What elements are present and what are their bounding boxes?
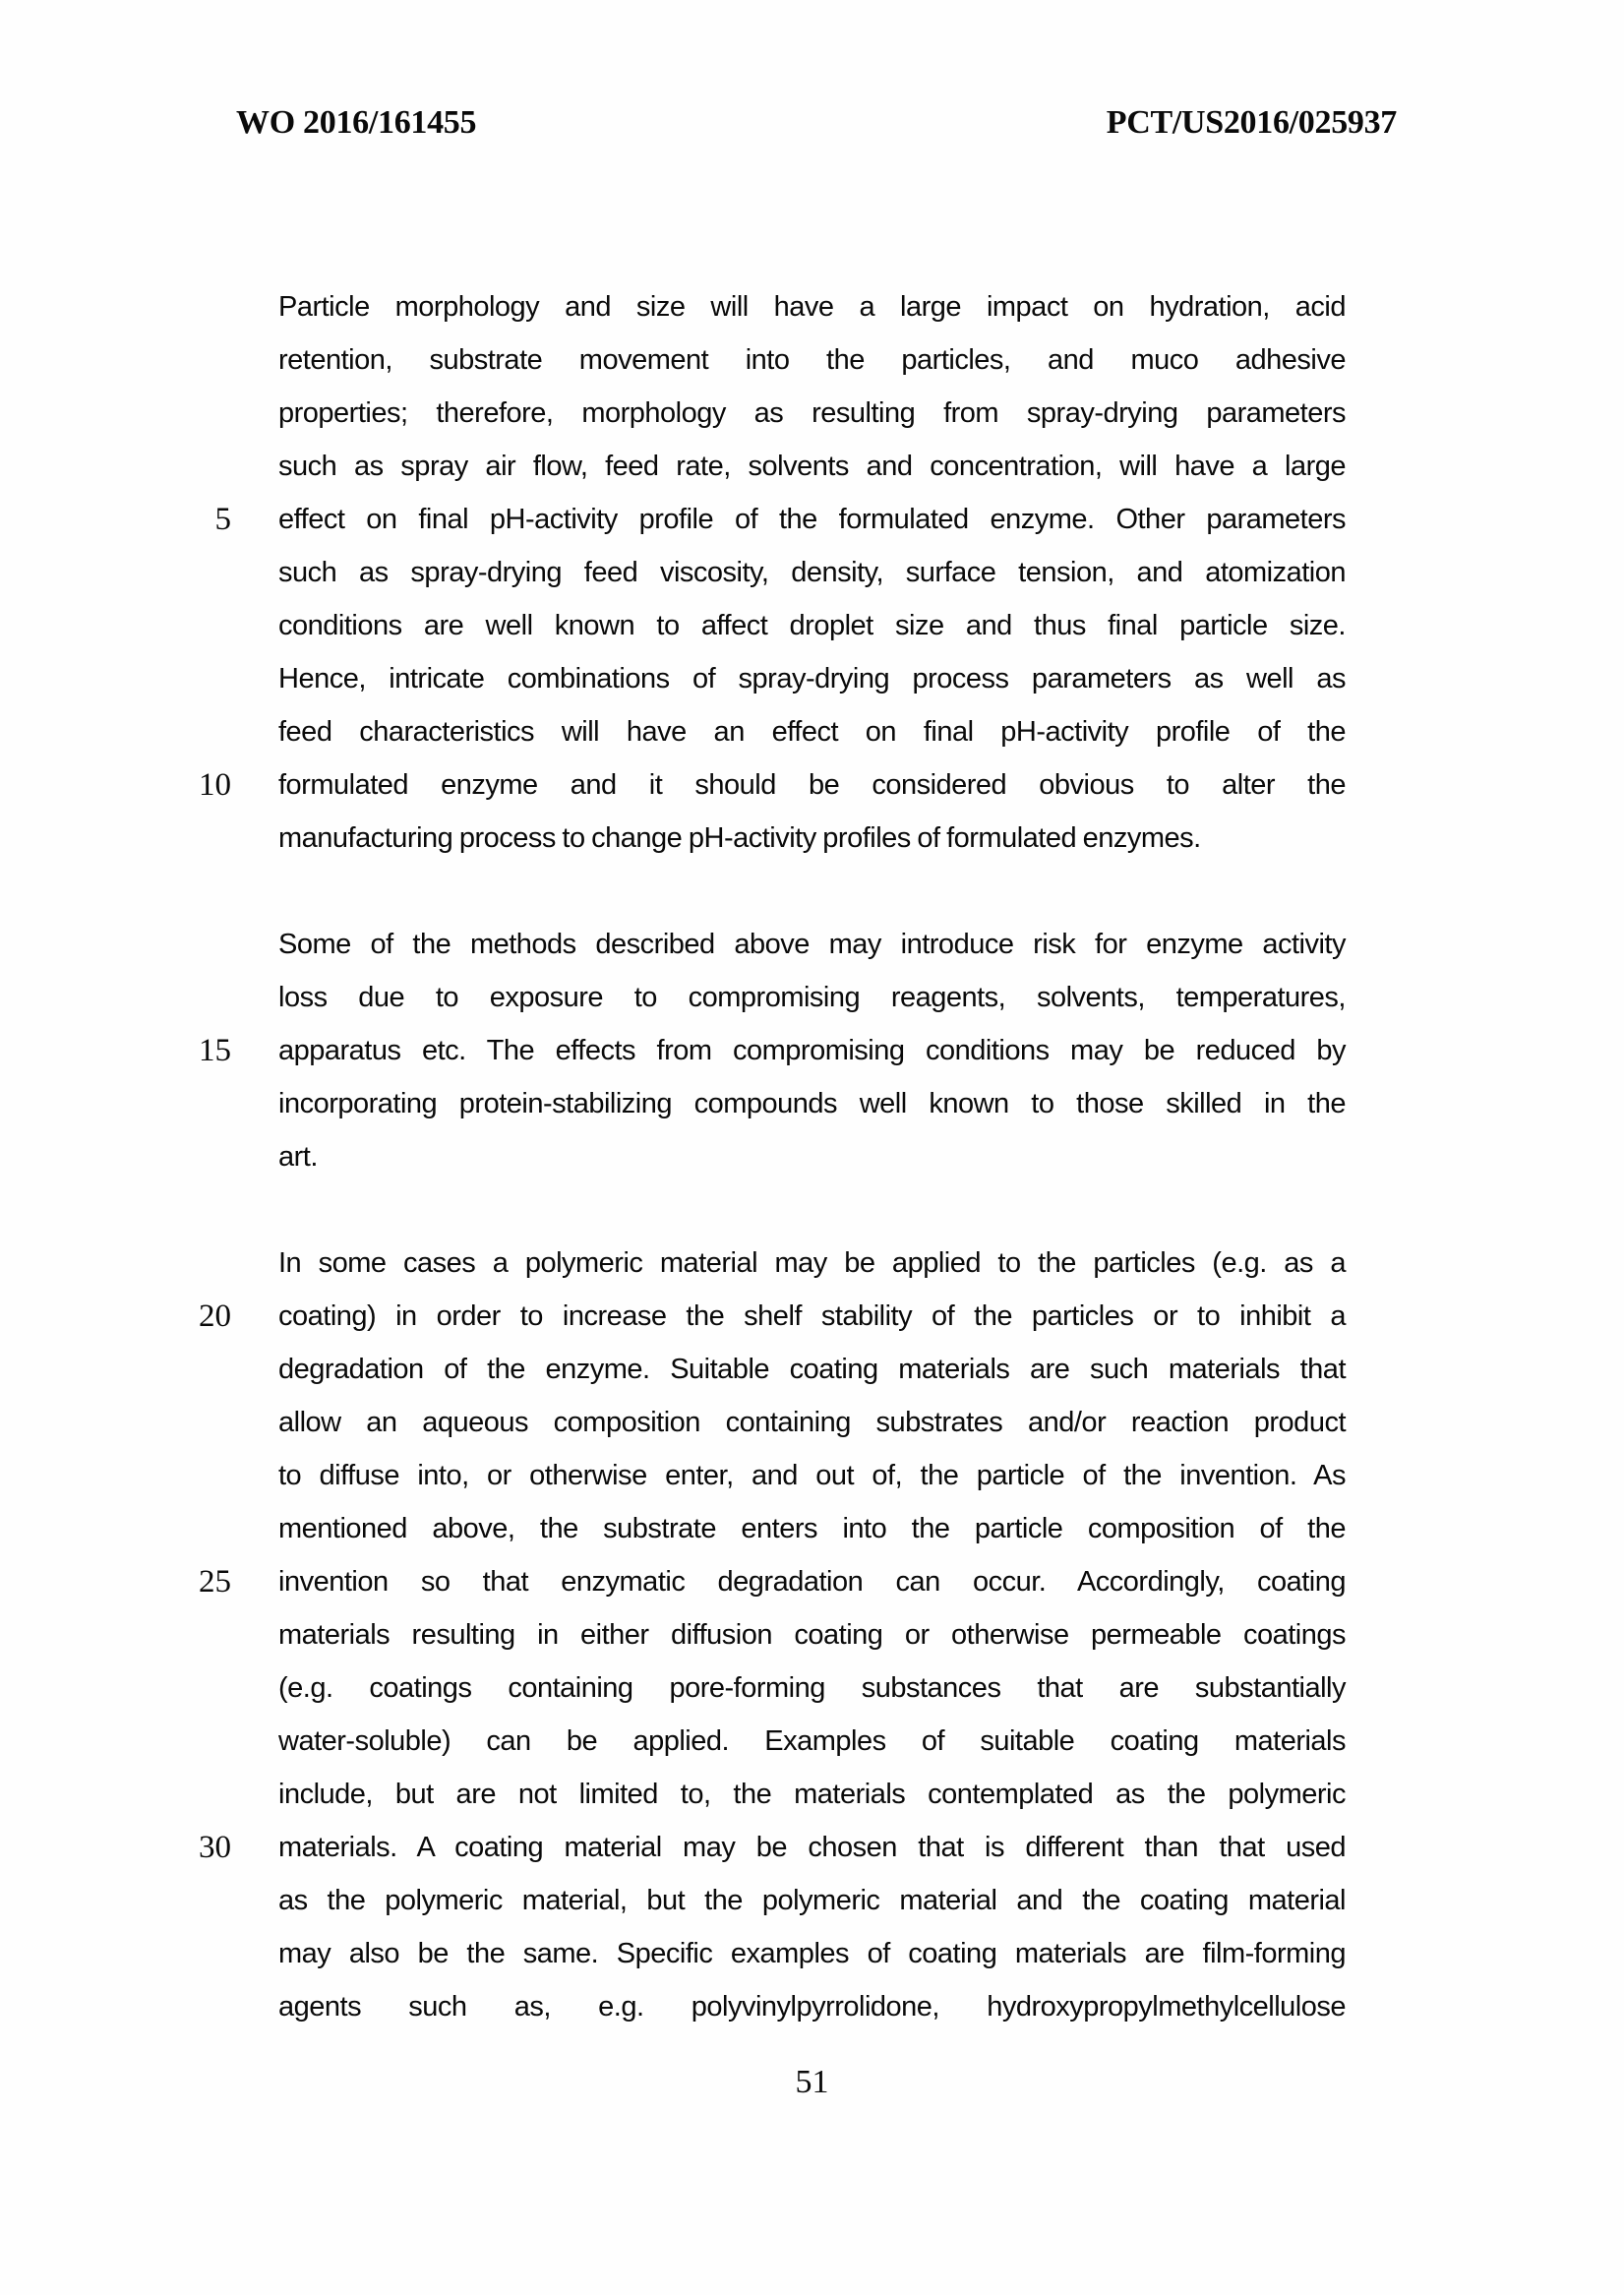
text-line: loss due to exposure to compromising reagents, solvents, temperatures, xyxy=(278,982,1346,1013)
text-line: degradation of the enzyme. Suitable coating materials are such materials that xyxy=(278,1354,1346,1385)
text-line: feed characteristics will have an effect on final pH-activity profile of the xyxy=(278,716,1346,748)
text-row xyxy=(199,1555,1346,1608)
text-line: (e.g. coatings containing pore-forming substances that are substantially xyxy=(278,1672,1346,1704)
text-row xyxy=(278,918,1346,971)
text-line: to diffuse into, or otherwise enter, and out of, the particle of the invention. As xyxy=(278,1460,1346,1491)
text-line: such as spray air flow, feed rate, solvents and concentration, will have a large xyxy=(278,451,1346,482)
text-line: properties; therefore, morphology as resulting from spray-drying parameters xyxy=(278,397,1346,429)
text-line: agents such as, e.g. polyvinylpyrrolidone, hydroxypropylmethylcellulose xyxy=(278,1991,1346,2023)
text-line: Some of the methods described above may introduce risk for enzyme activity xyxy=(278,929,1346,960)
line-number-15: 15 xyxy=(199,1033,231,1068)
text-line: conditions are well known to affect droplet size and thus final particle size. xyxy=(278,610,1346,641)
text-line: invention so that enzymatic degradation can occur. Accordingly, coating xyxy=(278,1566,1346,1598)
line-number-30: 30 xyxy=(199,1830,231,1865)
text-row xyxy=(199,1024,1346,1077)
text-row xyxy=(278,1980,1346,2033)
text-line: art. xyxy=(278,1141,318,1173)
text-line: coating) in order to increase the shelf stability of the particles or to inhibit a xyxy=(278,1300,1346,1332)
paragraph xyxy=(199,1237,1346,2033)
paragraph xyxy=(199,280,1346,865)
text-row xyxy=(278,812,1346,865)
text-line: incorporating protein-stabilizing compounds well known to those skilled in the xyxy=(278,1088,1346,1119)
text-row xyxy=(278,1502,1346,1555)
text-row xyxy=(278,546,1346,599)
text-row xyxy=(278,1237,1346,1290)
text-row xyxy=(278,705,1346,758)
text-line: Hence, intricate combinations of spray-drying process parameters as well as xyxy=(278,663,1346,695)
text-row xyxy=(278,1130,1346,1183)
text-line: such as spray-drying feed viscosity, density, surface tension, and atomization xyxy=(278,557,1346,588)
text-row xyxy=(278,1715,1346,1768)
text-line: manufacturing process to change pH-activity profiles of formulated enzymes. xyxy=(278,822,1201,854)
text-row xyxy=(278,1768,1346,1821)
text-row xyxy=(278,1661,1346,1715)
text-row xyxy=(278,652,1346,705)
header-publication-number: WO 2016/161455 xyxy=(236,104,477,141)
text-row xyxy=(278,1077,1346,1130)
text-line: as the polymeric material, but the polymeric material and the coating material xyxy=(278,1885,1346,1916)
text-row xyxy=(278,333,1346,387)
text-row xyxy=(278,440,1346,493)
text-line: may also be the same. Specific examples of coating materials are film-forming xyxy=(278,1938,1346,1969)
document-body xyxy=(199,280,1346,2033)
text-row xyxy=(278,1396,1346,1449)
text-line: Particle morphology and size will have a large impact on hydration, acid xyxy=(278,291,1346,323)
text-line: include, but are not limited to, the materials contemplated as the polymeric xyxy=(278,1779,1346,1810)
paragraph xyxy=(199,918,1346,1183)
text-line: formulated enzyme and it should be considered obvious to alter the xyxy=(278,769,1346,801)
text-row xyxy=(278,387,1346,440)
line-number-25: 25 xyxy=(199,1564,231,1600)
text-row xyxy=(278,1874,1346,1927)
text-line: allow an aqueous composition containing substrates and/or reaction product xyxy=(278,1407,1346,1438)
text-row xyxy=(278,1927,1346,1980)
text-row xyxy=(278,1449,1346,1502)
line-number-20: 20 xyxy=(199,1298,231,1334)
text-line: In some cases a polymeric material may be applied to the particles (e.g. as a xyxy=(278,1247,1346,1279)
text-line: materials. A coating material may be chosen that is different than that used xyxy=(278,1832,1346,1863)
text-line: mentioned above, the substrate enters into the particle composition of the xyxy=(278,1513,1346,1544)
text-line: water-soluble) can be applied. Examples of suitable coating materials xyxy=(278,1725,1346,1757)
text-row xyxy=(214,493,1346,546)
text-row xyxy=(278,280,1346,333)
text-line: materials resulting in either diffusion coating or otherwise permeable coatings xyxy=(278,1619,1346,1651)
text-row xyxy=(278,971,1346,1024)
page-number: 51 xyxy=(795,2064,829,2100)
line-number-5: 5 xyxy=(214,502,231,537)
text-row xyxy=(278,1343,1346,1396)
text-row xyxy=(199,758,1346,812)
text-row xyxy=(278,599,1346,652)
page-header xyxy=(0,104,1624,148)
text-row xyxy=(278,1608,1346,1661)
text-line: effect on final pH-activity profile of the formulated enzyme. Other parameters xyxy=(278,504,1346,535)
text-row xyxy=(199,1290,1346,1343)
text-line: retention, substrate movement into the particles, and muco adhesive xyxy=(278,344,1346,376)
text-line: apparatus etc. The effects from compromising conditions may be reduced by xyxy=(278,1035,1346,1066)
text-row xyxy=(199,1821,1346,1874)
header-application-number: PCT/US2016/025937 xyxy=(1106,104,1397,141)
line-number-10: 10 xyxy=(199,767,231,803)
